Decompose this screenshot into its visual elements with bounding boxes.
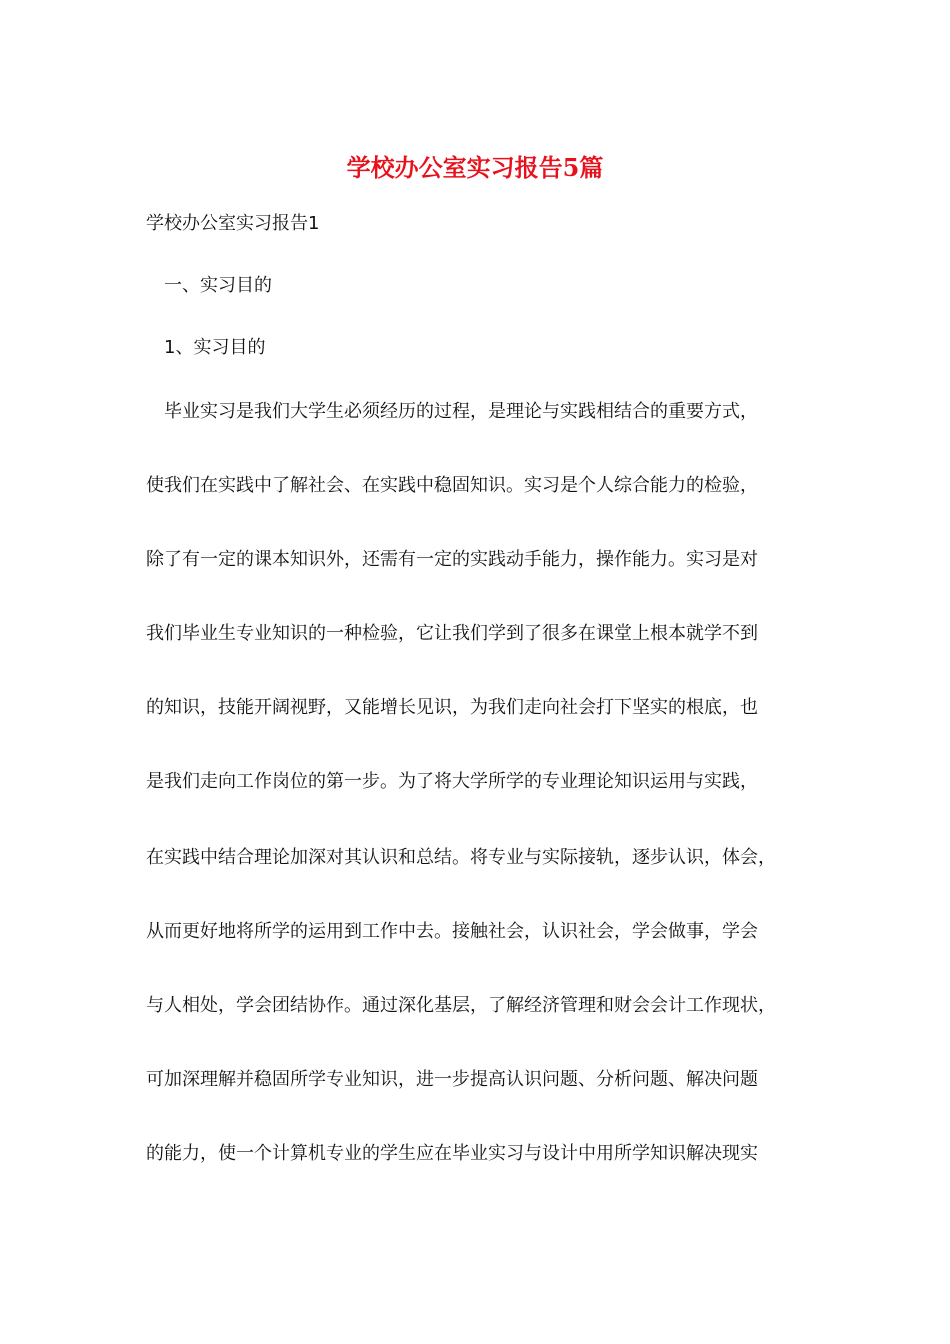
paragraph-line: 是我们走向工作岗位的第一步。为了将大学所学的专业理论知识运用与实践， [146,771,758,792]
subsection-heading: 1、实习目的 [164,337,266,358]
paragraph-line: 可加深理解并稳固所学专业知识，进一步提高认识问题、分析问题、解决问题 [146,1069,758,1090]
section-heading: 一、实习目的 [164,275,272,296]
paragraph-line: 的能力，使一个计算机专业的学生应在毕业实习与设计中用所学知识解决现实 [146,1143,758,1164]
paragraph-line: 从而更好地将所学的运用到工作中去。接触社会，认识社会，学会做事，学会 [146,921,758,942]
report-subtitle: 学校办公室实习报告1 [146,213,320,234]
paragraph-line: 与人相处，学会团结协作。通过深化基层，了解经济管理和财会会计工作现状， [146,995,776,1016]
paragraph-line: 的知识，技能开阔视野，又能增长见识，为我们走向社会打下坚实的根底，也 [146,697,758,718]
paragraph-line: 在实践中结合理论加深对其认识和总结。将专业与实际接轨，逐步认识，体会， [146,847,776,868]
paragraph-line: 毕业实习是我们大学生必须经历的过程，是理论与实践相结合的重要方式， [164,401,758,422]
paragraph-line: 我们毕业生专业知识的一种检验，它让我们学到了很多在课堂上根本就学不到 [146,623,758,644]
document-title: 学校办公室实习报告5篇 [346,153,604,182]
paragraph-line: 使我们在实践中了解社会、在实践中稳固知识。实习是个人综合能力的检验， [146,475,758,496]
paragraph-line: 除了有一定的课本知识外，还需有一定的实践动手能力，操作能力。实习是对 [146,549,758,570]
